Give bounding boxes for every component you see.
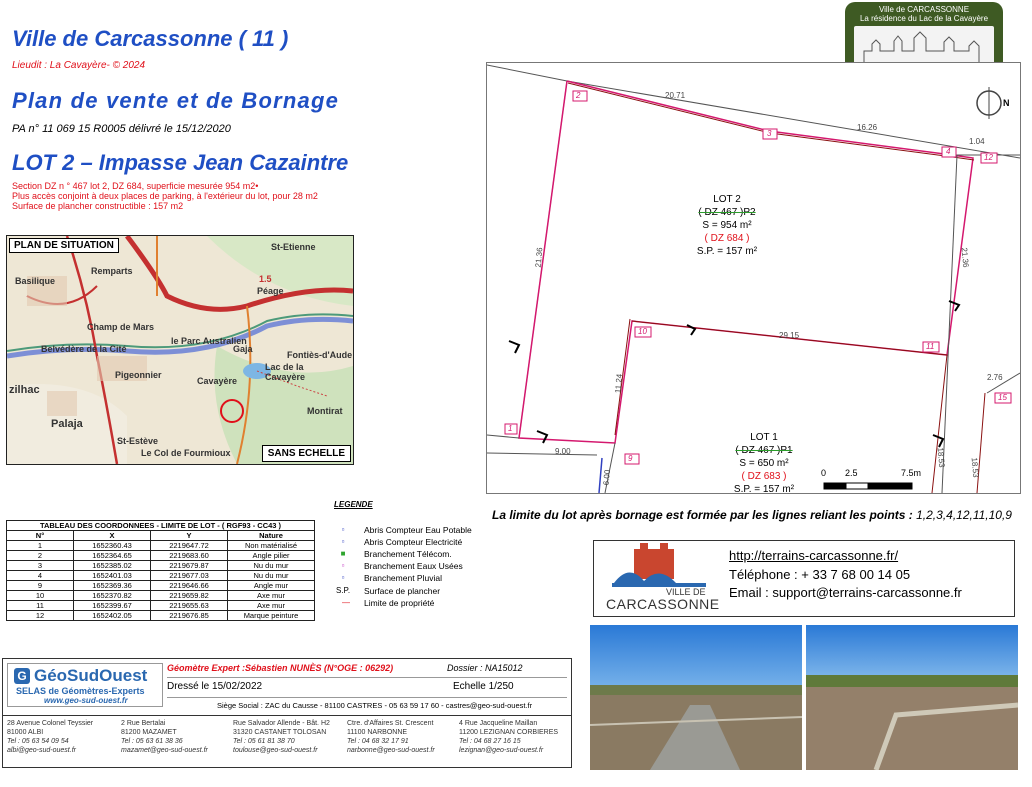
note-line-1: Section DZ n ° 467 lot 2, DZ 684, superficie mesurée 954 m2• [12,181,259,191]
plan-dimension: 16.26 [857,123,878,132]
table-cell: 2219679.87 [151,561,228,571]
north-icon: N [1003,98,1010,108]
caption-points: 1,2,3,4,12,11,10,9 [916,508,1012,522]
lot1-ref-struck: ( DZ 467 )P1 [735,445,793,456]
map-label: PLAN DE SITUATION [9,238,119,253]
table-cell: 1652369.36 [74,581,151,591]
table-cell: 1652399.67 [74,601,151,611]
lot2-name: LOT 2 [713,194,741,205]
logo-line-2: La résidence du Lac de la Cavayère [859,14,989,23]
office-line: toulouse@geo-sud-ouest.fr [233,747,318,754]
table-cell: 2219647.72 [151,541,228,551]
table-cell: 1652370.82 [74,591,151,601]
office-block [121,719,208,755]
table-cell: 12 [7,611,74,621]
lot1-sp: S.P. = 157 m² [733,484,795,494]
map-scale-label: SANS ECHELLE [262,445,351,462]
legend-symbol: ▫ [341,525,345,534]
lot1-surface: S = 650 m² [739,458,789,469]
geo-date: Dressé le 15/02/2022 [167,681,263,692]
legend-label: Branchement Eaux Usées [364,561,463,571]
office-line: Tel : 05 61 81 38 70 [233,738,295,745]
plan-dimension: 1.04 [969,137,985,146]
plan-point: 1 [508,424,513,433]
map-place: Fontiès-d'Aude [287,350,353,360]
boundary-caption [492,508,1012,522]
table-cell: 2219677.03 [151,571,228,581]
legend-symbol: ▫ [341,573,345,582]
table-cell: 1652385.02 [74,561,151,571]
table-cell: Axe mur [228,601,315,611]
table-cell: 1652364.65 [74,551,151,561]
surveyor-block [2,658,572,768]
scale-label: 2.5 [845,468,858,478]
table-cell: 4 [7,571,74,581]
lot-photo-2 [806,625,1018,770]
website-link[interactable]: http://terrains-carcassonne.fr/ [729,548,899,563]
email-text: Email : support@terrains-carcassonne.fr [729,585,962,600]
plan-point: 15 [998,393,1007,402]
table-cell: 2219646.66 [151,581,228,591]
table-row [7,561,315,571]
table-cell: 3 [7,561,74,571]
geosudouest-logo [7,663,163,707]
office-block [459,719,558,755]
lot2-sp: S.P. = 157 m² [696,246,758,257]
scale-label: 0 [821,468,827,478]
coords-header: X [74,531,151,541]
coords-title: TABLEAU DES COORDONNEES - LIMITE DE LOT - ( RGF93 - CC43 ) [7,521,315,531]
phone-text: Téléphone : + 33 7 68 00 14 05 [729,567,911,582]
logo-text-1: VILLE DE [666,587,706,597]
table-cell: 10 [7,591,74,601]
map-place: St-Estève [117,436,159,446]
plan-dimension: 6.00 [601,469,612,486]
office-line: Rue Salvador Allende - Bât. H2 [233,720,330,727]
map-place: zilhac [9,384,40,396]
map-place: Péage [257,286,284,296]
office-block [347,719,435,755]
table-row [7,581,315,591]
page-title: Ville de Carcassonne ( 11 ) [12,26,289,51]
table-cell: Axe mur [228,591,315,601]
geo-expert: Géomètre Expert :Sébastien NUNÈS (N°OGE : 06292) [167,663,394,673]
map-place: Palaja [51,418,83,430]
office-line: Tel : 05 63 54 09 54 [7,738,69,745]
table-cell: 1652402.05 [74,611,151,621]
geo-subtitle: SELAS de Géomètres-Experts [16,686,145,696]
plan-dimension: 29.15 [779,331,800,340]
lot-title: LOT 2 – Impasse Jean Cazaintre [12,150,349,175]
coords-header: N° [7,531,74,541]
map-place: Belvédère de la Cité [41,344,127,354]
table-cell: 2219659.82 [151,591,228,601]
geo-siege: Siège Social : ZAC du Causse - 81100 CASTRES - 05 63 59 17 60 - castres@geo-sud-ouest.fr [217,701,533,710]
office-block [233,719,330,755]
bornage-plan [486,62,1021,494]
map-place: Remparts [91,266,133,276]
lot-photo-1 [590,625,802,770]
office-line: 11200 LEZIGNAN CORBIERES [459,729,559,736]
map-place: 1.5 [259,274,272,284]
table-cell: Marque peinture [228,611,315,621]
map-place: Basilique [15,276,56,286]
legend-symbol: S.P. [335,586,351,595]
note-line-3: Surface de plancher constructible : 157 m2 [12,201,184,211]
date-row [167,681,567,698]
office-block [7,719,93,755]
office-line: mazamet@geo-sud-ouest.fr [121,747,208,754]
office-line: Tel : 04 68 32 17 91 [347,738,409,745]
map-place: Champ de Mars [87,322,155,332]
office-line: 81200 MAZAMET [121,729,177,736]
plan-dimension: 18.53 [935,447,947,468]
legend-symbol: — [342,598,350,607]
legend-label: Abris Compteur Electricité [364,537,463,547]
plan-point: 9 [628,454,633,463]
plan-dimension: 20.71 [665,91,686,100]
lot2-ref-red: ( DZ 684 ) [704,233,750,244]
logo-line-1: Ville de CARCASSONNE [878,5,970,14]
office-line: 28 Avenue Colonel Teyssier [7,720,94,727]
legend-title: LEGENDE [334,500,373,509]
legend-label: Abris Compteur Eau Potable [364,525,472,535]
table-cell: 1652401.03 [74,571,151,581]
plan-point: 12 [984,153,993,162]
office-line: narbonne@geo-sud-ouest.fr [347,747,435,754]
lot1-ref-red: ( DZ 683 ) [741,471,787,482]
expert-row [167,663,567,678]
office-line: 11100 NARBONNE [347,729,408,736]
plan-point: 2 [576,91,581,100]
plan-title: Plan de vente et de Bornage [12,88,340,113]
plan-dimension: 2.76 [987,373,1003,382]
logo-icon: G [14,668,30,684]
table-cell: Angle pilier [228,551,315,561]
coordinates-table [6,520,315,621]
table-cell: 2219676.85 [151,611,228,621]
coords-header: Nature [228,531,315,541]
lieudit-text: Lieudit : La Cavayère- © 2024 [12,60,146,71]
plan-dimension: 11.24 [613,373,625,394]
table-cell: Angle mur [228,581,315,591]
table-cell: 2 [7,551,74,561]
table-row [7,591,315,601]
plan-point: 3 [767,129,772,138]
map-place: Le Col de Fourmioux [141,448,231,458]
office-line: 81000 ALBI [7,729,44,736]
map-place: le Parc Australien [171,336,247,346]
lot1-label [709,431,819,494]
carcassonne-logo [604,543,720,613]
coords-header: Y [151,531,228,541]
plan-dimension: 9.00 [555,447,571,456]
plan-point: 4 [946,147,951,156]
caption-text: La limite du lot après bornage est formée par les lignes reliant les points : [492,508,913,522]
office-line: Ctre. d'Affaires St. Crescent [347,720,434,727]
office-line: 2 Rue Bertalai [121,720,166,727]
office-line: Tel : 05 63 61 38 36 [121,738,183,745]
map-place: Montirat [307,406,343,416]
table-cell: 1 [7,541,74,551]
map-place: St-Etienne [271,242,316,252]
lot2-label [667,193,787,258]
map-place: Gaja [233,344,253,354]
contact-box [593,540,1015,617]
lot1-name: LOT 1 [750,432,778,443]
geo-dossier: Dossier : NA15012 [447,663,523,673]
table-row [7,611,315,621]
table-cell: Non matérialisé [228,541,315,551]
office-line: Tel : 04 68 27 16 15 [459,738,521,745]
table-row [7,551,315,561]
scale-label: 7.5m [901,468,922,478]
legend-symbol: ■ [340,549,346,558]
table-row [7,601,315,611]
plan-dimension: 21.36 [533,247,545,268]
permit-text: PA n° 11 069 15 R0005 délivré le 15/12/2020 [12,123,231,135]
logo-text-2: CARCASSONNE [606,596,720,612]
table-cell: 1652360.43 [74,541,151,551]
table-cell: 2219655.63 [151,601,228,611]
table-cell: 2219683.60 [151,551,228,561]
legend-label: Limite de propriété [364,598,435,608]
office-line: albi@geo-sud-ouest.fr [7,747,76,754]
note-line-2: Plus accès conjoint à deux places de parking, à l'extérieur du lot, pour 28 m2 [12,191,318,201]
lot2-ref-struck: ( DZ 467 )P2 [698,207,756,218]
legend-label: Branchement Pluvial [364,573,442,583]
office-line: lezignan@geo-sud-ouest.fr [459,747,544,754]
table-cell: 11 [7,601,74,611]
map-place: Cavayère [197,376,238,386]
table-row [7,571,315,581]
location-map [6,235,354,465]
plan-point: 11 [926,342,935,351]
plan-dimension: 18.53 [969,457,981,478]
lot2-surface: S = 954 m² [702,220,752,231]
geo-logo-text: GéoSudOuest [34,666,148,685]
office-line: 31320 CASTANET TOLOSAN [233,729,327,736]
legend-symbol: ▫ [341,561,345,570]
map-place: Pigeonnier [115,370,162,380]
geo-web: www.geo-sud-ouest.fr [44,696,128,705]
map-place: Lac de la Cavayère [265,362,306,382]
plan-point: 10 [638,327,647,336]
table-row [7,541,315,551]
office-line: 4 Rue Jacqueline Maillan [459,720,538,727]
legend-symbol: ▫ [341,537,345,546]
table-cell: 9 [7,581,74,591]
plan-dimension: 21.36 [959,247,971,268]
geo-scale: Echelle 1/250 [453,681,514,692]
table-cell: Nu du mur [228,571,315,581]
table-cell: Nu du mur [228,561,315,571]
legend-label: Branchement Télécom. [364,549,452,559]
legend-label: Surface de plancher [364,586,441,596]
